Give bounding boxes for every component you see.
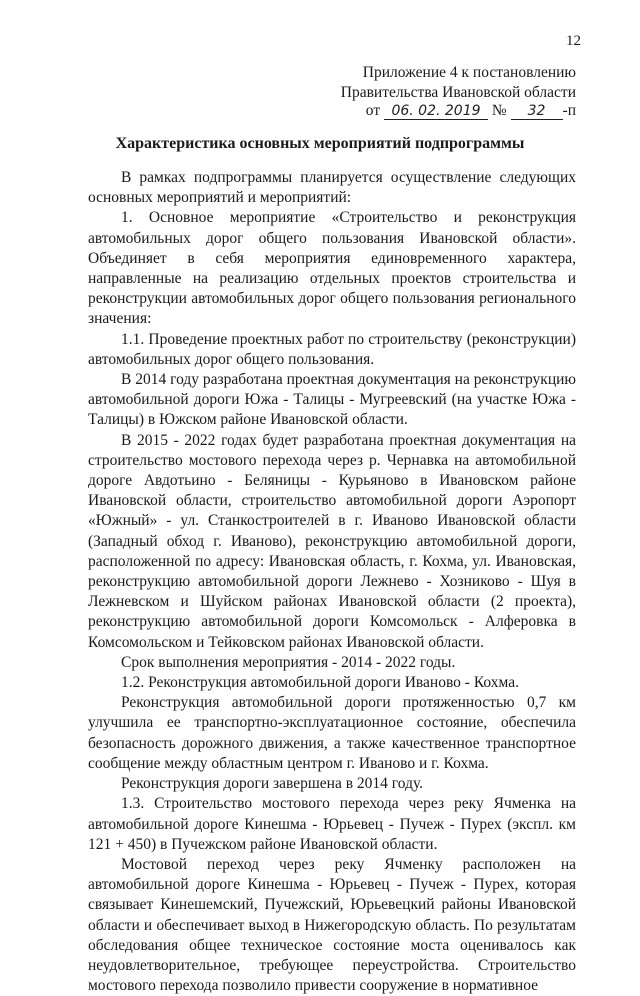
- paragraph: 1. Основное мероприятие «Строительство и реконструкция автомобильных дорог общего пользования Ивановской области». Объединяет в себя мероприятия единовременного характера, направленные на реализацию отдельных проектов строительства и реконструкции автомобильных дорог общего пользования регионального значения:: [88, 209, 576, 328]
- number-suffix: -п: [562, 102, 576, 119]
- paragraph: Срок выполнения мероприятия - 2014 - 2022 годы.: [121, 653, 456, 671]
- handwritten-date: 06. 02. 2019: [384, 103, 488, 120]
- paragraph: В 2014 году разработана проектная документация на реконструкцию автомобильной дороги Южа - Талицы - Мугреевский (на участке Южа - Талицы) в Южском районе Ивановской области.: [88, 371, 576, 429]
- paragraph: В рамках подпрограммы планируется осуществление следующих основных мероприятий и мероприятий:: [88, 169, 576, 207]
- handwritten-number: 32: [511, 103, 563, 120]
- number-label: №: [491, 102, 507, 119]
- document-body: [88, 168, 576, 996]
- government-line: Правительства Ивановской области: [340, 84, 576, 101]
- appendix-line: Приложение 4 к постановлению: [362, 64, 576, 81]
- decree-date-line: [366, 102, 576, 120]
- paragraph: 1.2. Реконструкция автомобильной дороги Иваново - Кохма.: [121, 674, 519, 692]
- from-label: от: [365, 102, 381, 119]
- paragraph: Реконструкция дороги завершена в 2014 году.: [121, 775, 424, 793]
- section-title: Характеристика основных мероприятий подпрограммы: [115, 135, 525, 152]
- paragraph: 1.1. Проведение проектных работ по строительству (реконструкции) автомобильных дорог общего пользования.: [88, 330, 576, 368]
- paragraph: Мостовой переход через реку Ячменку расположен на автомобильной дороге Кинешма - Юрьевец - Пучеж - Пурех, которая связывает Кинешемский, Пучежский, Юрьевецкий районы Ивановской области и обеспечивает выход в Нижегородскую область. По результатам обследования общее техническое состояние моста оценивалось как неудовлетворительное, требующее переустройства. Строительство мостового перехода позволило привести сооружение в нормативное: [88, 855, 576, 995]
- page-number: 12: [566, 33, 581, 49]
- paragraph: В 2015 - 2022 годах будет разработана проектная документация на строительство мостового перехода через р. Чернавка на автомобильной дороге Авдотьино - Беляницы - Курьяново в Ивановском районе Ивановской области, строительство автомобильной дороги Аэропорт «Южный» - ул. Станкостроителей в г. Иваново Ивановской области (Западный обход г. Иваново), реконструкцию автомобильной дороги, расположенной по адресу: Ивановская область, г. Кохма, ул. Ивановская, реконструкцию автомобильной дороги Лежнево - Хозниково - Шуя в Лежневском и Шуйском районах Ивановской области (2 проекта), реконструкцию автомобильной дороги Комсомольск - Алферовка в Комсомольском и Тейковском районах Ивановской области.: [88, 431, 576, 651]
- paragraph: 1.3. Строительство мостового перехода через реку Ячменка на автомобильной дороге Кинешма - Юрьевец - Пучеж - Пурех (экспл. км 121 + 450) в Пучежском районе Ивановской области.: [88, 795, 576, 853]
- paragraph: Реконструкция автомобильной дороги протяженностью 0,7 км улучшила ее транспортно-эксплуатационное состояние, обеспечила безопасность дорожного движения, а также качественное транспортное сообщение между областным центром г. Иваново и г. Кохма.: [88, 694, 576, 772]
